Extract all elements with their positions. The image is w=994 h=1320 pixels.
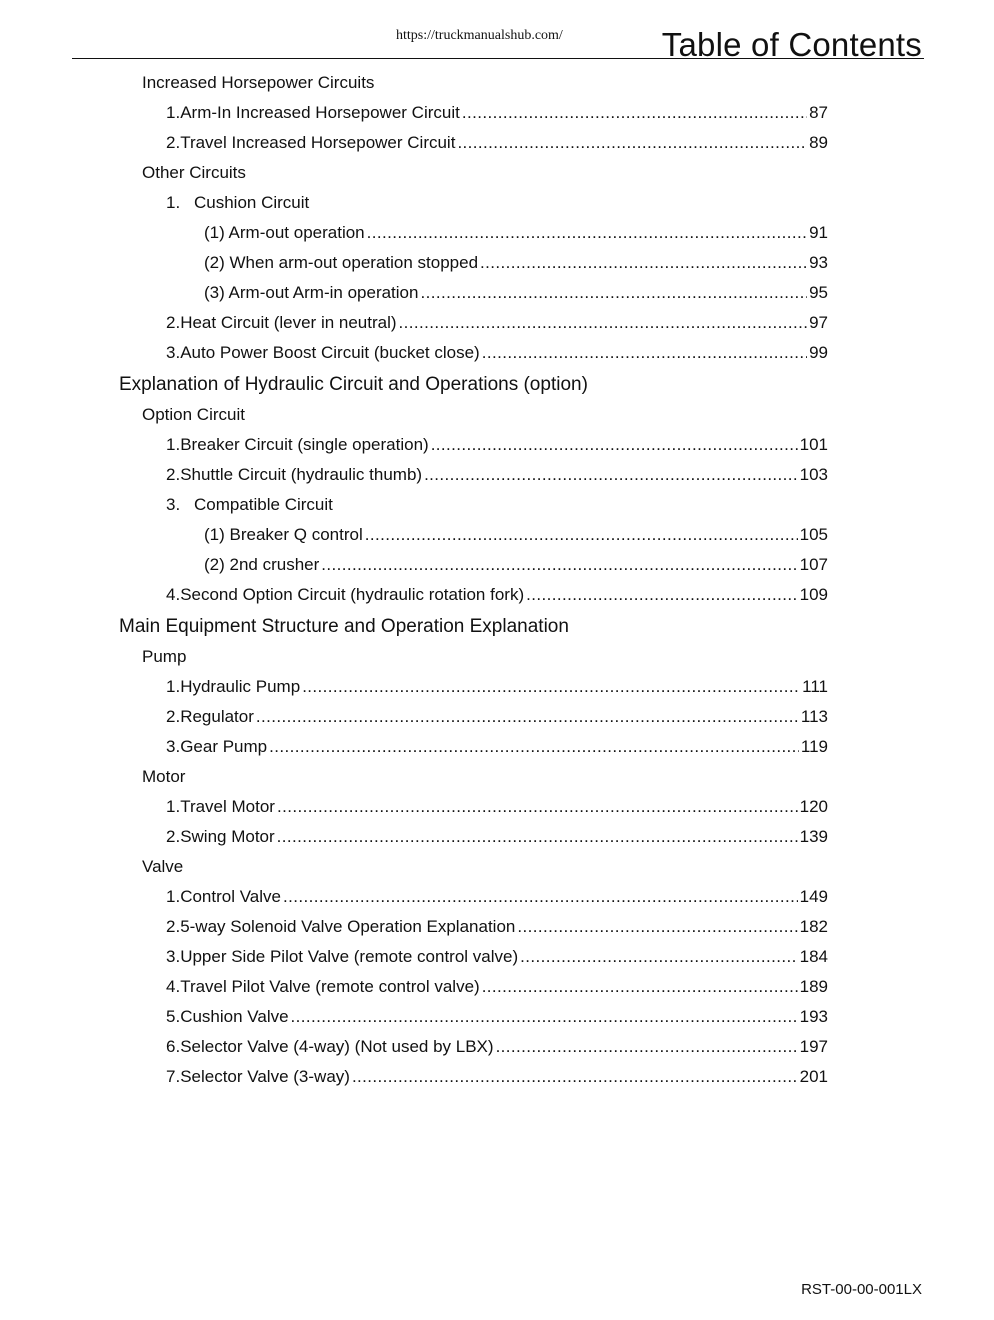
dot-leader (277, 792, 798, 822)
toc-entry-label: Travel Increased Horsepower Circuit (180, 133, 456, 152)
toc-heading-label: Valve (142, 857, 184, 876)
toc-heading-label: Increased Horsepower Circuits (142, 73, 375, 92)
toc-entry[interactable] (166, 98, 828, 128)
toc-entry-number: 3. (166, 343, 181, 362)
toc-subentry[interactable] (204, 550, 828, 580)
toc-entry-number: 7. (166, 1067, 181, 1086)
toc-entry-number: 2. (166, 133, 181, 152)
toc-entry-label: (2) 2nd crusher (204, 555, 320, 574)
toc-page-number: 201 (799, 1067, 828, 1086)
toc-entry[interactable] (166, 732, 828, 762)
toc-page-number: 197 (799, 1037, 828, 1056)
toc-page-number: 101 (799, 435, 828, 454)
toc-entry-label: Upper Side Pilot Valve (remote control valve) (180, 947, 519, 966)
toc-section-heading[interactable] (142, 852, 183, 882)
dot-leader (431, 430, 798, 460)
toc-entry[interactable] (166, 490, 828, 520)
toc-entry-label: Selector Valve (3-way) (180, 1067, 350, 1086)
dot-leader (283, 882, 798, 912)
dot-leader (496, 1032, 798, 1062)
toc-page-number: 91 (809, 223, 828, 242)
toc-heading-label: Other Circuits (142, 163, 246, 182)
toc-page-number: 109 (799, 585, 828, 604)
toc-entry-label: Travel Pilot Valve (remote control valve) (180, 977, 480, 996)
toc-section-heading[interactable] (142, 68, 374, 98)
toc-page-number: 189 (799, 977, 828, 996)
toc-entry-label: Regulator (180, 707, 254, 726)
toc-entry[interactable] (166, 580, 828, 610)
dot-leader (457, 128, 807, 158)
toc-page-number: 120 (799, 797, 828, 816)
dot-leader (277, 822, 798, 852)
toc-entry-label: Auto Power Boost Circuit (bucket close) (180, 343, 480, 362)
toc-entry-label: Gear Pump (180, 737, 268, 756)
toc-subentry[interactable] (204, 278, 828, 308)
dot-leader (462, 98, 807, 128)
toc-entry-number: 1. (166, 435, 181, 454)
toc-entry-number: 1. (166, 797, 181, 816)
toc-page-number: 184 (799, 947, 828, 966)
toc-entry-label: Cushion Valve (180, 1007, 289, 1026)
toc-subentry[interactable] (204, 218, 828, 248)
toc-heading-label: Explanation of Hydraulic Circuit and Operations (option) (119, 374, 588, 395)
toc-chapter-heading[interactable] (119, 611, 569, 643)
toc-entry-label: Swing Motor (180, 827, 275, 846)
toc-entry-number: 1. (166, 887, 181, 906)
toc-entry[interactable] (166, 912, 828, 942)
toc-page-number: 103 (799, 465, 828, 484)
toc-entry-number: 3. (166, 947, 181, 966)
dot-leader (517, 912, 797, 942)
toc-page-number: 107 (799, 555, 828, 574)
toc-entry-label: (2) When arm-out operation stopped (204, 253, 479, 272)
toc-entry-number: 2. (166, 465, 181, 484)
toc-page-number: 99 (809, 343, 828, 362)
toc-section-heading[interactable] (142, 158, 246, 188)
dot-leader (520, 942, 797, 972)
dot-leader (256, 702, 799, 732)
toc-entry[interactable] (166, 128, 828, 158)
dot-leader (482, 338, 807, 368)
dot-leader (424, 460, 798, 490)
source-url[interactable]: https://truckmanualshub.com/ (396, 28, 563, 43)
toc-subentry[interactable] (204, 248, 828, 278)
toc-entry[interactable] (166, 1002, 828, 1032)
toc-entry-label: 5-way Solenoid Valve Operation Explanation (180, 917, 516, 936)
toc-entry-number: 1. (166, 193, 181, 212)
toc-entry-number: 3. (166, 495, 181, 514)
dot-leader (291, 1002, 798, 1032)
toc-entry[interactable] (166, 672, 828, 702)
toc-entry-number: 6. (166, 1037, 181, 1056)
toc-entry-label: Selector Valve (4-way) (Not used by LBX) (180, 1037, 494, 1056)
toc-entry[interactable] (166, 942, 828, 972)
dot-leader (420, 278, 807, 308)
toc-entry-number: 2. (166, 917, 181, 936)
toc-heading-label: Pump (142, 647, 187, 666)
toc-entry-label: (1) Arm-out operation (204, 223, 365, 242)
toc-entry-number: 2. (166, 313, 181, 332)
toc-entry-number: 1. (166, 103, 181, 122)
toc-entry-label: Shuttle Circuit (hydraulic thumb) (180, 465, 423, 484)
toc-page-number: 113 (800, 707, 828, 726)
toc-entry[interactable] (166, 792, 828, 822)
toc-entry[interactable] (166, 972, 828, 1002)
toc-entry[interactable] (166, 882, 828, 912)
dot-leader (367, 218, 807, 248)
toc-entry-label: (1) Breaker Q control (204, 525, 363, 544)
toc-page-number: 97 (809, 313, 828, 332)
header-divider (72, 58, 924, 59)
dot-leader (482, 972, 798, 1002)
toc-entry[interactable] (166, 702, 828, 732)
toc-chapter-heading[interactable] (119, 369, 588, 401)
dot-leader (321, 550, 797, 580)
toc-section-heading[interactable] (142, 762, 185, 792)
dot-leader (352, 1062, 798, 1092)
toc-entry-number: 5. (166, 1007, 181, 1026)
toc-entry[interactable] (166, 308, 828, 338)
document-code: RST-00-00-001LX (801, 1281, 922, 1298)
toc-heading-label: Motor (142, 767, 186, 786)
dot-leader (269, 732, 799, 762)
toc-entry-number: 2. (166, 827, 181, 846)
toc-section-heading[interactable] (142, 642, 186, 672)
dot-leader (480, 248, 807, 278)
toc-subentry[interactable] (204, 520, 828, 550)
toc-entry-number: 4. (166, 585, 181, 604)
dot-leader (399, 308, 808, 338)
toc-page-number: 149 (799, 887, 828, 906)
toc-entry[interactable] (166, 1062, 828, 1092)
toc-entry[interactable] (166, 188, 828, 218)
toc-page-number: 87 (809, 103, 828, 122)
toc-entry-label: Travel Motor (180, 797, 275, 816)
toc-heading-label: Option Circuit (142, 405, 245, 424)
toc-heading-label: Main Equipment Structure and Operation Explanation (119, 616, 569, 637)
toc-page-number: 193 (799, 1007, 828, 1026)
toc-entry-label: Compatible Circuit (194, 495, 333, 514)
toc-entry-label: Arm-In Increased Horsepower Circuit (180, 103, 460, 122)
toc-entry-label: Heat Circuit (lever in neutral) (180, 313, 397, 332)
toc-entry-number: 1. (166, 677, 181, 696)
toc-page-number: 111 (802, 677, 828, 696)
toc-page-number: 95 (809, 283, 828, 302)
toc-entry-number: 2. (166, 707, 181, 726)
toc-entry-label: Second Option Circuit (hydraulic rotation fork) (180, 585, 525, 604)
toc-entry[interactable] (166, 1032, 828, 1062)
toc-entry[interactable] (166, 430, 828, 460)
toc-entry[interactable] (166, 338, 828, 368)
toc-page-number: 89 (809, 133, 828, 152)
toc-page-number: 93 (809, 253, 828, 272)
dot-leader (365, 520, 798, 550)
toc-entry-label: Breaker Circuit (single operation) (180, 435, 429, 454)
toc-entry[interactable] (166, 822, 828, 852)
toc-entry-label: Hydraulic Pump (180, 677, 301, 696)
dot-leader (526, 580, 798, 610)
toc-page-number: 105 (799, 525, 828, 544)
toc-page-number: 119 (800, 737, 828, 756)
toc-page-number: 182 (799, 917, 828, 936)
toc-entry-number: 3. (166, 737, 181, 756)
toc-entry-label: Control Valve (180, 887, 281, 906)
toc-entry-number: 4. (166, 977, 181, 996)
page-title: Table of Contents (661, 26, 922, 63)
toc-page-number: 139 (799, 827, 828, 846)
toc-section-heading[interactable] (142, 400, 245, 430)
toc-entry[interactable] (166, 460, 828, 490)
toc-entry-label: Cushion Circuit (194, 193, 310, 212)
toc-entry-label: (3) Arm-out Arm-in operation (204, 283, 419, 302)
dot-leader (302, 672, 800, 702)
